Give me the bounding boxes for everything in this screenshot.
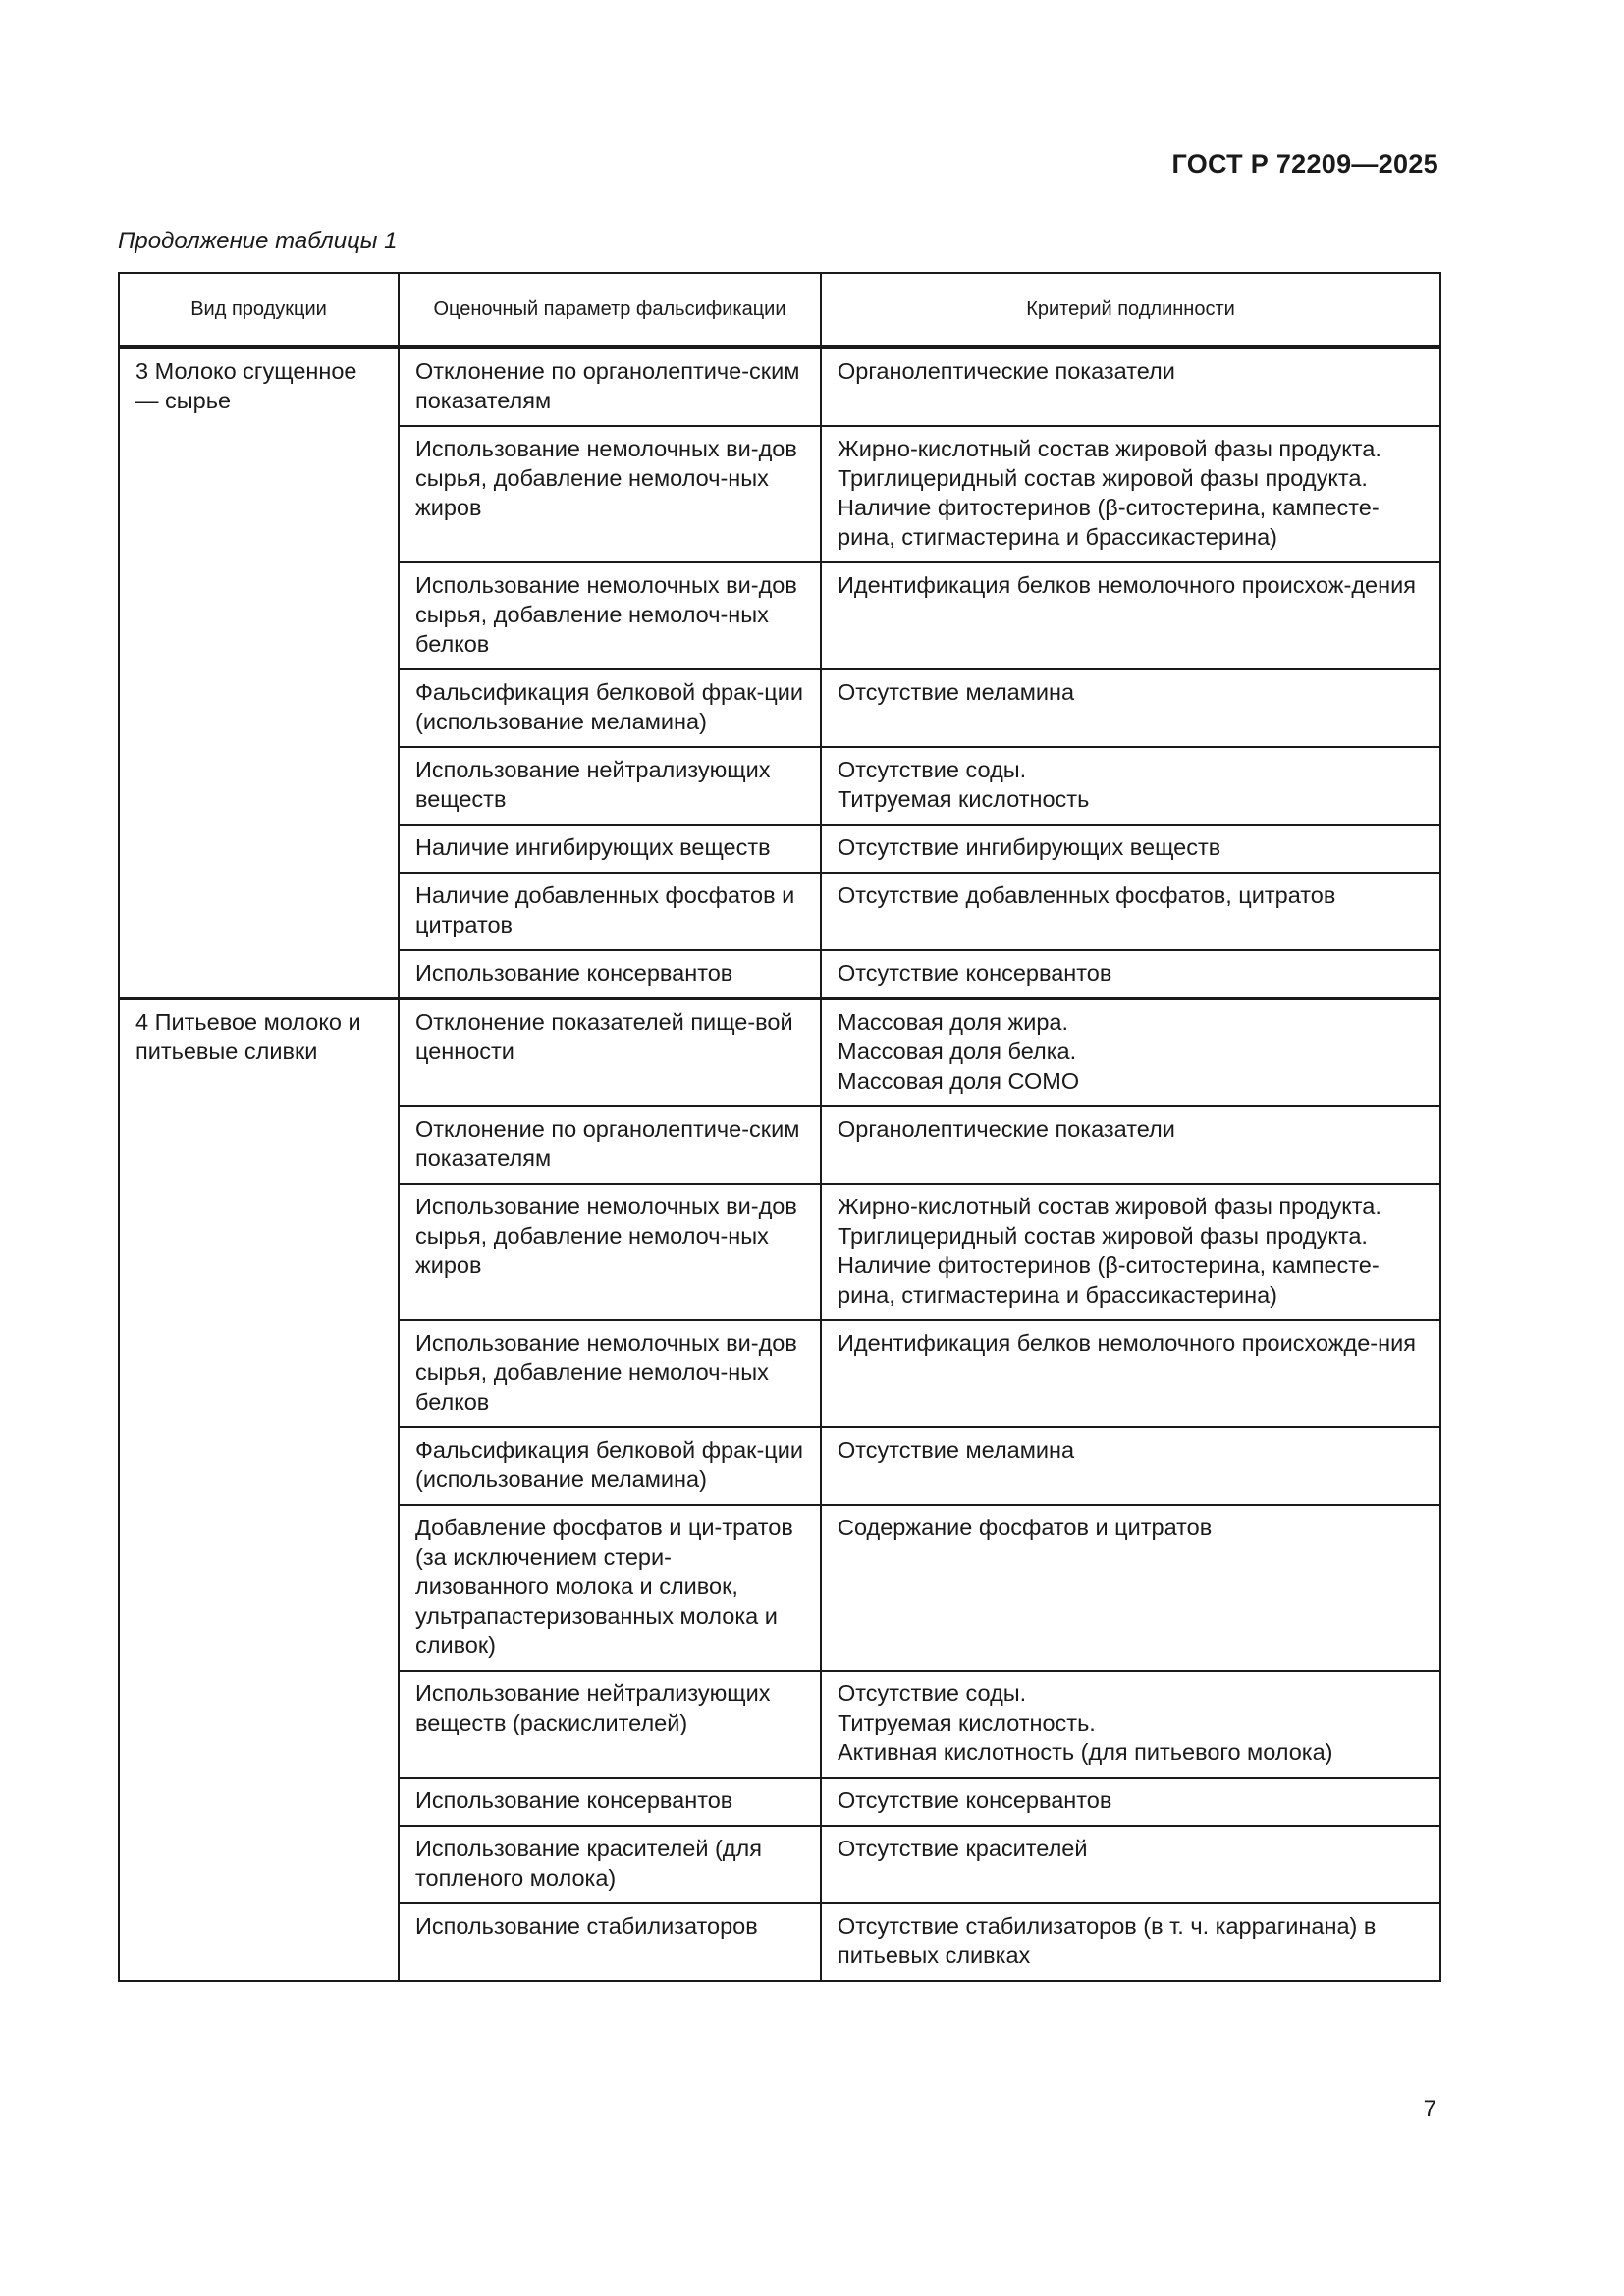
criterion-line: Наличие фитостеринов (β-ситостерина, кампесте-рина, стигмастерина и брассикастерина)	[838, 1253, 1380, 1308]
criterion-cell	[821, 873, 1440, 950]
criterion-line: Отсутствие консервантов	[838, 1788, 1112, 1813]
criterion-line: Триглицеридный состав жировой фазы продукта.	[838, 465, 1368, 491]
parameter-cell: Фальсификация белковой фрак-ции (использование меламина)	[399, 669, 821, 747]
product-type-cell: 3 Молоко сгущенное — сырье	[119, 347, 399, 999]
criterion-line: Органолептические показатели	[838, 1116, 1175, 1142]
criterion-line: Отсутствие меламина	[838, 679, 1075, 705]
criterion-line: Триглицеридный состав жировой фазы продукта.	[838, 1223, 1368, 1249]
criterion-cell	[821, 669, 1440, 747]
criterion-line: Жирно-кислотный состав жировой фазы продукта.	[838, 1194, 1381, 1219]
document-code: ГОСТ Р 72209—2025	[1171, 149, 1438, 179]
criterion-cell	[821, 999, 1440, 1107]
parameter-cell: Добавление фосфатов и ци-тратов (за исключением стери-лизованного молока и сливок, ультрапастеризованных молока и сливок)	[399, 1505, 821, 1671]
table-row	[119, 999, 1440, 1107]
criterion-cell	[821, 1826, 1440, 1903]
table-header-row	[119, 273, 1440, 347]
criterion-line: Отсутствие меламина	[838, 1437, 1075, 1463]
criterion-line: Наличие фитостеринов (β-ситостерина, кампесте-рина, стигмастерина и брассикастерина)	[838, 495, 1380, 550]
parameter-cell: Отклонение по органолептиче-ским показателям	[399, 1106, 821, 1184]
criterion-line: Отсутствие соды.	[838, 757, 1027, 782]
parameter-cell: Использование стабилизаторов	[399, 1903, 821, 1981]
product-type-cell: 4 Питьевое молоко и питьевые сливки	[119, 999, 399, 1982]
criterion-line: Массовая доля белка.	[838, 1039, 1077, 1064]
criterion-line: Органолептические показатели	[838, 358, 1175, 384]
criterion-cell	[821, 1184, 1440, 1320]
parameter-cell: Использование красителей (для топленого молока)	[399, 1826, 821, 1903]
criterion-cell	[821, 1903, 1440, 1981]
criterion-line: Отсутствие стабилизаторов (в т. ч. каррагинана) в питьевых сливках	[838, 1913, 1377, 1968]
parameter-cell: Использование консервантов	[399, 1778, 821, 1826]
criterion-cell	[821, 747, 1440, 825]
parameter-cell: Наличие добавленных фосфатов и цитратов	[399, 873, 821, 950]
criterion-line: Содержание фосфатов и цитратов	[838, 1515, 1213, 1540]
product-group	[119, 347, 1440, 999]
criterion-line: Титруемая кислотность	[838, 786, 1090, 812]
criterion-line: Идентификация белков немолочного происхожде-ния	[838, 1330, 1416, 1356]
parameter-cell: Использование немолочных ви-дов сырья, добавление немолоч-ных белков	[399, 1320, 821, 1427]
criterion-line: Отсутствие соды.	[838, 1681, 1027, 1706]
column-header-product: Вид продукции	[119, 273, 399, 347]
parameter-cell: Использование немолочных ви-дов сырья, добавление немолоч-ных жиров	[399, 426, 821, 562]
criterion-line: Отсутствие добавленных фосфатов, цитратов	[838, 882, 1336, 908]
criterion-line: Отсутствие ингибирующих веществ	[838, 834, 1221, 860]
parameter-cell: Фальсификация белковой фрак-ции (использование меламина)	[399, 1427, 821, 1505]
criterion-cell	[821, 1778, 1440, 1826]
criterion-line: Идентификация белков немолочного происхож-дения	[838, 572, 1416, 598]
criterion-line: Активная кислотность (для питьевого молока)	[838, 1739, 1333, 1765]
parameter-cell: Использование консервантов	[399, 950, 821, 999]
falsification-table	[118, 272, 1441, 1982]
parameter-cell: Наличие ингибирующих веществ	[399, 825, 821, 873]
criterion-line: Жирно-кислотный состав жировой фазы продукта.	[838, 436, 1381, 461]
page-number: 7	[1423, 2096, 1436, 2122]
parameter-cell: Использование немолочных ви-дов сырья, добавление немолоч-ных жиров	[399, 1184, 821, 1320]
criterion-cell	[821, 347, 1440, 427]
parameter-cell: Отклонение показателей пище-вой ценности	[399, 999, 821, 1107]
criterion-cell	[821, 825, 1440, 873]
criterion-cell	[821, 1671, 1440, 1778]
parameter-cell: Использование нейтрализующих веществ	[399, 747, 821, 825]
criterion-cell	[821, 426, 1440, 562]
criterion-line: Отсутствие красителей	[838, 1836, 1088, 1861]
column-header-parameter: Оценочный параметр фальсификации	[399, 273, 821, 347]
criterion-cell	[821, 1427, 1440, 1505]
criterion-line: Титруемая кислотность.	[838, 1710, 1096, 1735]
criterion-cell	[821, 1505, 1440, 1671]
criterion-line: Отсутствие консервантов	[838, 960, 1112, 986]
parameter-cell: Использование немолочных ви-дов сырья, добавление немолоч-ных белков	[399, 562, 821, 669]
criterion-line: Массовая доля жира.	[838, 1009, 1069, 1035]
product-group	[119, 999, 1440, 1982]
criterion-cell	[821, 562, 1440, 669]
parameter-cell: Отклонение по органолептиче-ским показателям	[399, 347, 821, 427]
criterion-cell	[821, 1320, 1440, 1427]
table-row	[119, 347, 1440, 427]
criterion-cell	[821, 950, 1440, 999]
column-header-criterion: Критерий подлинности	[821, 273, 1440, 347]
criterion-line: Массовая доля СОМО	[838, 1068, 1080, 1094]
parameter-cell: Использование нейтрализующих веществ (раскислителей)	[399, 1671, 821, 1778]
table-caption: Продолжение таблицы 1	[118, 228, 398, 254]
criterion-cell	[821, 1106, 1440, 1184]
